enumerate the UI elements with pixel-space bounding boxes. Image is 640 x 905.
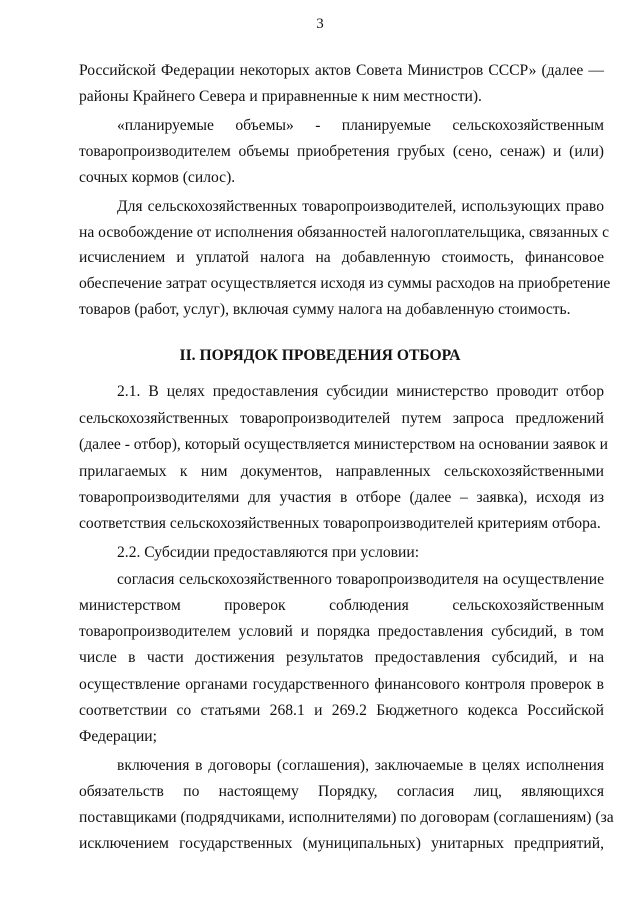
text-line: соответствия сельскохозяйственных товаропроизводителей критериям отбора. xyxy=(79,515,601,532)
text-line: «планируемые объемы» - планируемые сельскохозяйственным xyxy=(117,117,604,134)
text-line: министерством проверок соблюдения сельскохозяйственным xyxy=(79,597,604,614)
text-line: Федерации; xyxy=(79,728,157,745)
text-line: районы Крайнего Севера и приравненные к ним местности). xyxy=(79,88,482,105)
text-line: обеспечение затрат осуществляется исходя из суммы расходов на приобретение xyxy=(79,275,611,292)
text-line: соответствии со статьями 268.1 и 269.2 Бюджетного кодекса Российской xyxy=(79,702,604,719)
text-line: прилагаемых к ним документов, направленных сельскохозяйственными xyxy=(79,463,604,480)
text-line: товаропроизводителем объемы приобретения грубых (сено, сенаж) и (или) xyxy=(79,143,604,160)
text-line: осуществление органами государственного финансового контроля проверок в xyxy=(79,676,604,693)
text-line: включения в договоры (соглашения), заключаемые в целях исполнения xyxy=(117,757,604,774)
text-line: 2.2. Субсидии предоставляются при условии: xyxy=(117,544,420,561)
text-line: товаров (работ, услуг), включая сумму налога на добавленную стоимость. xyxy=(79,301,571,318)
text-line: товаропроизводителями для участия в отборе (далее – заявка), исходя из xyxy=(79,489,604,506)
page-number: 3 xyxy=(316,16,324,32)
text-line: (далее - отбор), который осуществляется министерством на основании заявок и xyxy=(79,436,608,453)
text-line: сельскохозяйственных товаропроизводителей путем запроса предложений xyxy=(79,410,604,427)
text-line: исчислением и уплатой налога на добавленную стоимость, финансовое xyxy=(79,249,604,266)
text-line: Для сельскохозяйственных товаропроизводителей, использующих право xyxy=(117,198,604,215)
text-line: Российской Федерации некоторых актов Совета Министров СССР» (далее — xyxy=(79,62,604,79)
text-line: поставщиками (подрядчиками, исполнителями) по договорам (соглашениям) (за xyxy=(79,809,614,826)
text-line: товаропроизводителем условий и порядка предоставления субсидий, в том xyxy=(79,623,604,640)
section-heading: II. ПОРЯДОК ПРОВЕДЕНИЯ ОТБОРА xyxy=(179,347,461,364)
text-line: согласия сельскохозяйственного товаропроизводителя на осуществление xyxy=(117,571,604,588)
text-line: сочных кормов (силос). xyxy=(79,169,236,186)
text-line: 2.1. В целях предоставления субсидии министерство проводит отбор xyxy=(117,383,604,400)
text-line: числе в части достижения результатов предоставления субсидий, и на xyxy=(79,649,604,666)
text-line: на освобождение от исполнения обязанностей налогоплательщика, связанных с xyxy=(79,224,610,241)
text-line: исключением государственных (муниципальных) унитарных предприятий, xyxy=(79,835,604,852)
text-line: обязательств по настоящему Порядку, согласия лиц, являющихся xyxy=(79,783,604,800)
